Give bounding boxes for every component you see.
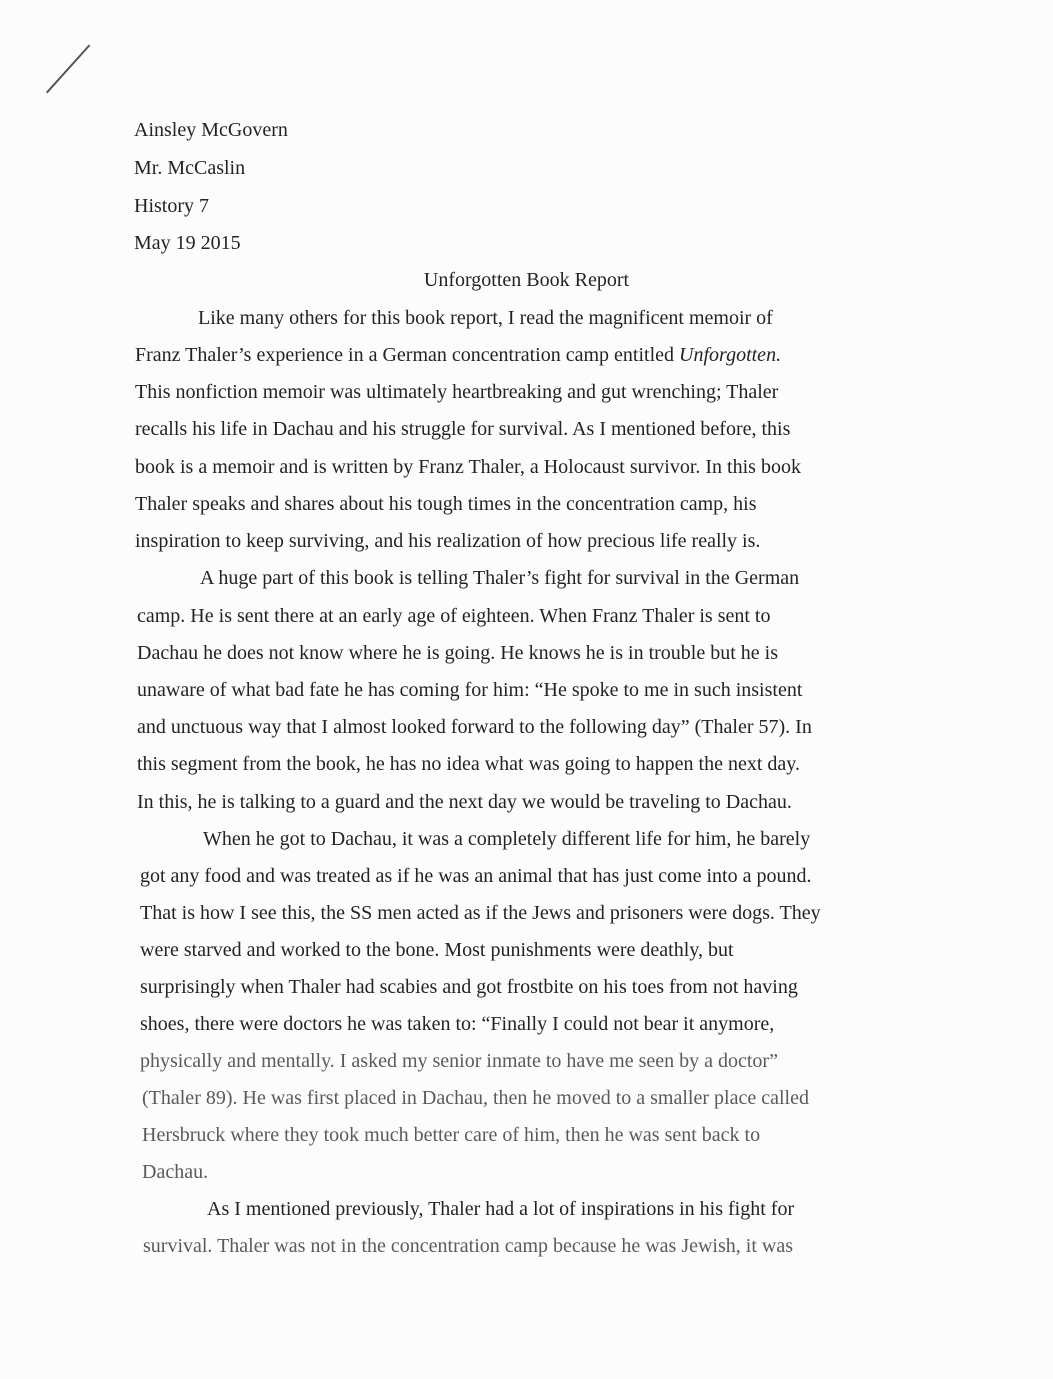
paragraph-line: unaware of what bad fate he has coming for him: “He spoke to me in such insistent (137, 679, 803, 701)
paragraph-text: Franz Thaler’s experience in a German concentration camp entitled (135, 344, 675, 366)
student-name: Ainsley McGovern (134, 119, 288, 141)
paragraph-line: In this, he is talking to a guard and the next day we would be traveling to Dachau. (137, 791, 792, 813)
paragraph-line: As I mentioned previously, Thaler had a lot of inspirations in his fight for (207, 1198, 795, 1220)
paragraph-line: Hersbruck where they took much better care of him, then he was sent back to (142, 1124, 761, 1146)
paragraph-line: got any food and was treated as if he was an animal that has just come into a pound. (140, 865, 812, 887)
paragraph-line: book is a memoir and is written by Franz Thaler, a Holocaust survivor. In this book (135, 456, 801, 478)
paragraph-line: inspiration to keep surviving, and his realization of how precious life really is. (135, 530, 761, 552)
paragraph-line: A huge part of this book is telling Thaler’s fight for survival in the German (200, 567, 800, 589)
scan-mark (46, 44, 90, 93)
paragraph-line: That is how I see this, the SS men acted as if the Jews and prisoners were dogs. They (140, 902, 821, 924)
paragraph-line: When he got to Dachau, it was a completely different life for him, he barely (203, 828, 811, 850)
paragraph-line: survival. Thaler was not in the concentration camp because he was Jewish, it was (143, 1235, 793, 1257)
paragraph-line: Dachau. (142, 1161, 209, 1183)
paragraph-line: This nonfiction memoir was ultimately heartbreaking and gut wrenching; Thaler (135, 381, 779, 403)
paragraph-line: were starved and worked to the bone. Most punishments were deathly, but (140, 939, 734, 961)
paragraph-line (135, 344, 781, 367)
paragraph-line: camp. He is sent there at an early age of eighteen. When Franz Thaler is sent to (137, 605, 771, 627)
paragraph-line: Like many others for this book report, I read the magnificent memoir of (198, 307, 773, 329)
paragraph-line: this segment from the book, he has no idea what was going to happen the next day. (137, 753, 800, 775)
class-name: History 7 (134, 195, 209, 217)
paragraph-line: Dachau he does not know where he is going. He knows he is in trouble but he is (137, 642, 778, 664)
paragraph-line: physically and mentally. I asked my senior inmate to have me seen by a doctor” (140, 1050, 778, 1072)
date: May 19 2015 (134, 232, 241, 254)
paragraph-line: surprisingly when Thaler had scabies and got frostbite on his toes from not having (140, 976, 798, 998)
paragraph-line: recalls his life in Dachau and his struggle for survival. As I mentioned before, this (135, 418, 791, 440)
teacher-name: Mr. McCaslin (134, 157, 246, 179)
paragraph-line: and unctuous way that I almost looked forward to the following day” (Thaler 57). In (137, 716, 812, 738)
paragraph-line: shoes, there were doctors he was taken to: “Finally I could not bear it anymore, (140, 1013, 775, 1035)
book-title: Unforgotten. (679, 344, 782, 366)
paragraph-line: Thaler speaks and shares about his tough times in the concentration camp, his (135, 493, 757, 515)
paragraph-line: (Thaler 89). He was first placed in Dachau, then he moved to a smaller place called (142, 1087, 809, 1109)
report-title: Unforgotten Book Report (423, 269, 630, 291)
